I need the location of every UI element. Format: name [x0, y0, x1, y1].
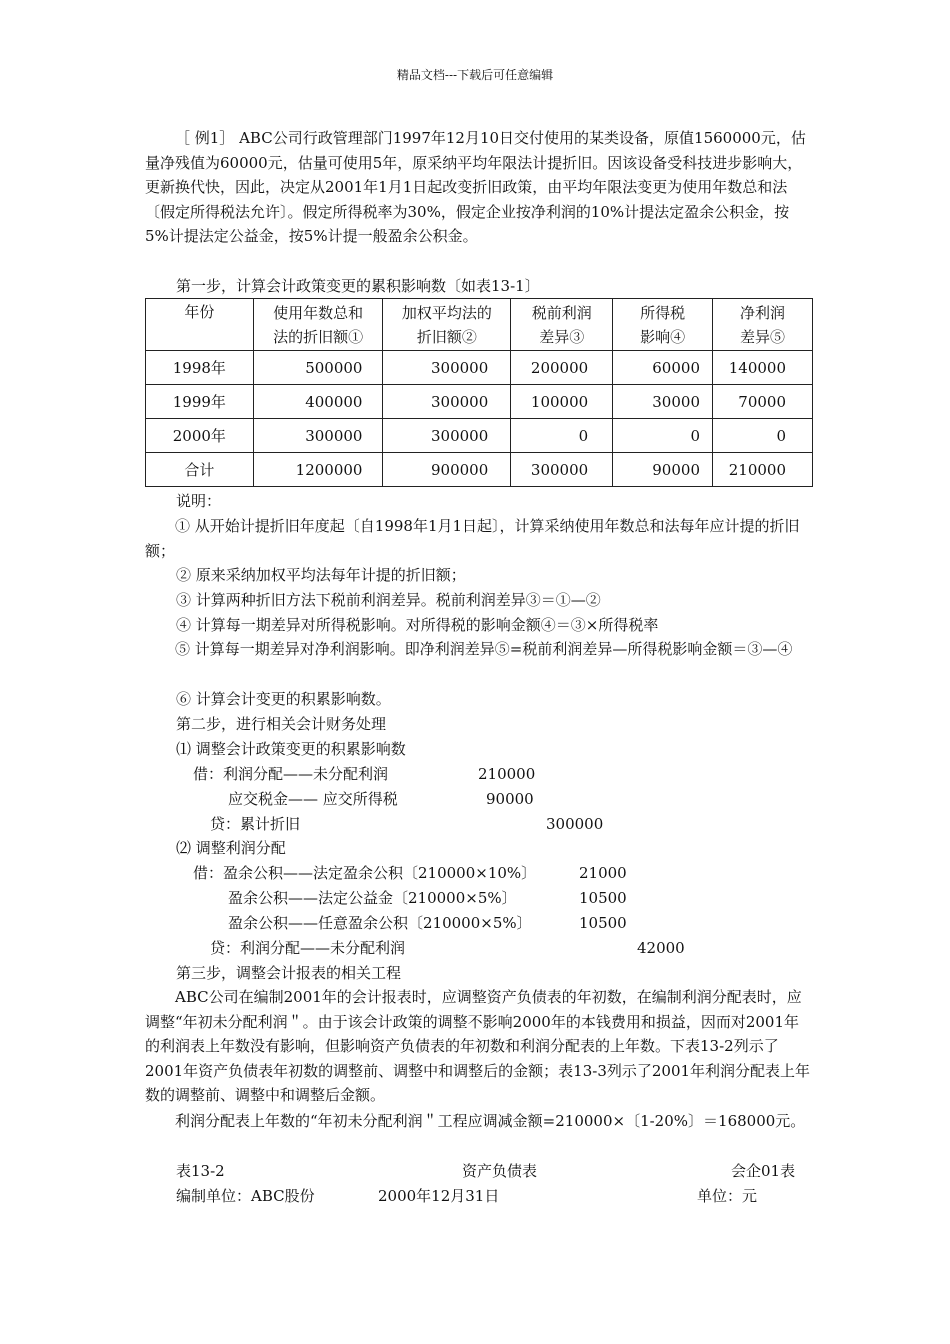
table-header-row: [146, 299, 813, 351]
journal-entry-amount: 90000: [486, 790, 534, 808]
cell-tax-effect: 60000: [613, 351, 713, 385]
cell-pretax-diff: 100000: [511, 385, 613, 419]
table-row: [146, 419, 813, 453]
journal-entry-label: 贷：利润分配——未分配利润: [210, 939, 406, 957]
cumulative-effect-table: [145, 298, 813, 487]
table-number: 表13-2: [176, 1162, 225, 1180]
header-pretax-diff: 税前利润 差异③: [511, 299, 613, 351]
cell-net-diff: 210000: [712, 453, 812, 487]
example-paragraph: [145, 126, 812, 249]
cell-year: 1998年: [146, 351, 254, 385]
step1-heading: 第一步，计算会计政策变更的累积影响数〔如表13-1〕: [176, 277, 540, 295]
journal-entry-amount: 300000: [546, 815, 604, 833]
cell-weighted-avg: 300000: [383, 385, 511, 419]
step3-heading: 第三步，调整会计报表的相关工程: [176, 964, 402, 982]
cell-weighted-avg: 900000: [383, 453, 511, 487]
journal-entry-amount: 21000: [579, 864, 627, 882]
note-3: ③ 计算两种折旧方法下税前利润差异。税前利润差异③＝①—②: [176, 591, 601, 609]
page-header: 精品文档---下载后可任意编辑: [396, 68, 554, 82]
table-row: [146, 385, 813, 419]
cell-sum-of-years: 1200000: [253, 453, 383, 487]
table-title: 资产负债表: [462, 1162, 538, 1180]
cell-tax-effect: 0: [613, 419, 713, 453]
calc-paragraph: [145, 1109, 812, 1134]
journal-entry-amount: 42000: [637, 939, 685, 957]
note-1-text: ① 从开始计提折旧年度起〔自1998年1月1日起〕，计算采纳使用年数总和法每年应计提的折旧额；: [145, 517, 800, 560]
report-date: 2000年12月31日: [378, 1187, 500, 1205]
cell-year: 1999年: [146, 385, 254, 419]
currency-unit: 单位：元: [697, 1187, 758, 1205]
table-row: [146, 351, 813, 385]
note-5-text: ⑤ 计算每一期差异对净利润影响。即净利润差异⑤=税前利润差异—所得税影响金额＝③—④: [175, 640, 793, 658]
note-2: ② 原来采纳加权平均法每年计提的折旧额；: [176, 566, 466, 584]
notes-title: 说明：: [176, 492, 222, 510]
part2-title: ⑵ 调整利润分配: [176, 839, 286, 857]
journal-entry-label: 盈余公积——法定公益金〔210000×5%〕: [228, 889, 517, 907]
journal-entry-label: 借：利润分配——未分配利润: [193, 765, 389, 783]
cell-net-diff: 0: [712, 419, 812, 453]
note-1: [145, 514, 812, 563]
journal-entry-label: 贷：累计折旧: [210, 815, 301, 833]
header-year: 年份: [146, 299, 254, 351]
journal-entry-amount: 10500: [579, 914, 627, 932]
cell-pretax-diff: 200000: [511, 351, 613, 385]
note-6: ⑥ 计算会计变更的积累影响数。: [176, 690, 391, 708]
header-net-diff: 净利润 差异⑤: [712, 299, 812, 351]
journal-entry-label: 应交税金—— 应交所得税: [228, 790, 398, 808]
header-weighted-avg: 加权平均法的 折旧额②: [383, 299, 511, 351]
step3-text: ABC公司在编制2001年的会计报表时，应调整资产负债表的年初数，在编制利润分配表时，应调整“年初未分配利润＂。由于该会计政策的调整不影响2000年的本钱费用和损益，因而对2001年的利润表上年数没有影响，但影响资产负债表的年初数和利润分配表的上年数。下表13-2列示了2001年资产负债表年初数的调整前、调整中和调整后的金额；表13-3列示了2001年利润分配表上年数的调整前、调整中和调整后金额。: [145, 988, 811, 1104]
journal-entry-amount: 210000: [478, 765, 536, 783]
cell-tax-effect: 30000: [613, 385, 713, 419]
step2-heading: 第二步，进行相关会计财务处理: [176, 715, 387, 733]
journal-entry-label: 借：盈余公积——法定盈余公积〔210000×10%〕: [193, 864, 537, 882]
step3-paragraph: [145, 985, 812, 1108]
table-total-row: [146, 453, 813, 487]
note-4: ④ 计算每一期差异对所得税影响。对所得税的影响金额④＝③×所得税率: [176, 616, 659, 634]
cell-pretax-diff: 300000: [511, 453, 613, 487]
cell-sum-of-years: 500000: [253, 351, 383, 385]
cell-sum-of-years: 300000: [253, 419, 383, 453]
journal-entry-label: 盈余公积——任意盈余公积〔210000×5%〕: [228, 914, 532, 932]
note-5: [145, 637, 812, 662]
form-code: 会企01表: [731, 1162, 796, 1180]
cell-net-diff: 70000: [712, 385, 812, 419]
calc-text: 利润分配表上年数的“年初未分配利润＂工程应调减金额=210000×〔1-20%〕＝168000元。: [175, 1112, 806, 1130]
cell-year: 合计: [146, 453, 254, 487]
part1-title: ⑴ 调整会计政策变更的积累影响数: [176, 740, 406, 758]
cell-year: 2000年: [146, 419, 254, 453]
cell-pretax-diff: 0: [511, 419, 613, 453]
cell-tax-effect: 90000: [613, 453, 713, 487]
cell-sum-of-years: 400000: [253, 385, 383, 419]
cell-weighted-avg: 300000: [383, 419, 511, 453]
cell-weighted-avg: 300000: [383, 351, 511, 385]
cell-net-diff: 140000: [712, 351, 812, 385]
example-text: ［ 例1］ ABC公司行政管理部门1997年12月10日交付使用的某类设备，原值1560000元，估量净残值为60000元，估量可使用5年，原采纳平均年限法计提折旧。因该设备受科技进步影响大，更新换代快，因此，决定从2001年1月1日起改变折旧政策，由平均年限法变更为使用年数总和法〔假定所得税法允许〕。假定所得税率为30%，假定企业按净利润的10%计提法定盈余公积金，按5%计提法定公益金，按5%计提一般盈余公积金。: [145, 129, 806, 245]
journal-entry-amount: 10500: [579, 889, 627, 907]
reporting-entity: 编制单位：ABC股份: [176, 1187, 315, 1205]
header-sum-of-years: 使用年数总和 法的折旧额①: [253, 299, 383, 351]
header-tax-effect: 所得税 影响④: [613, 299, 713, 351]
